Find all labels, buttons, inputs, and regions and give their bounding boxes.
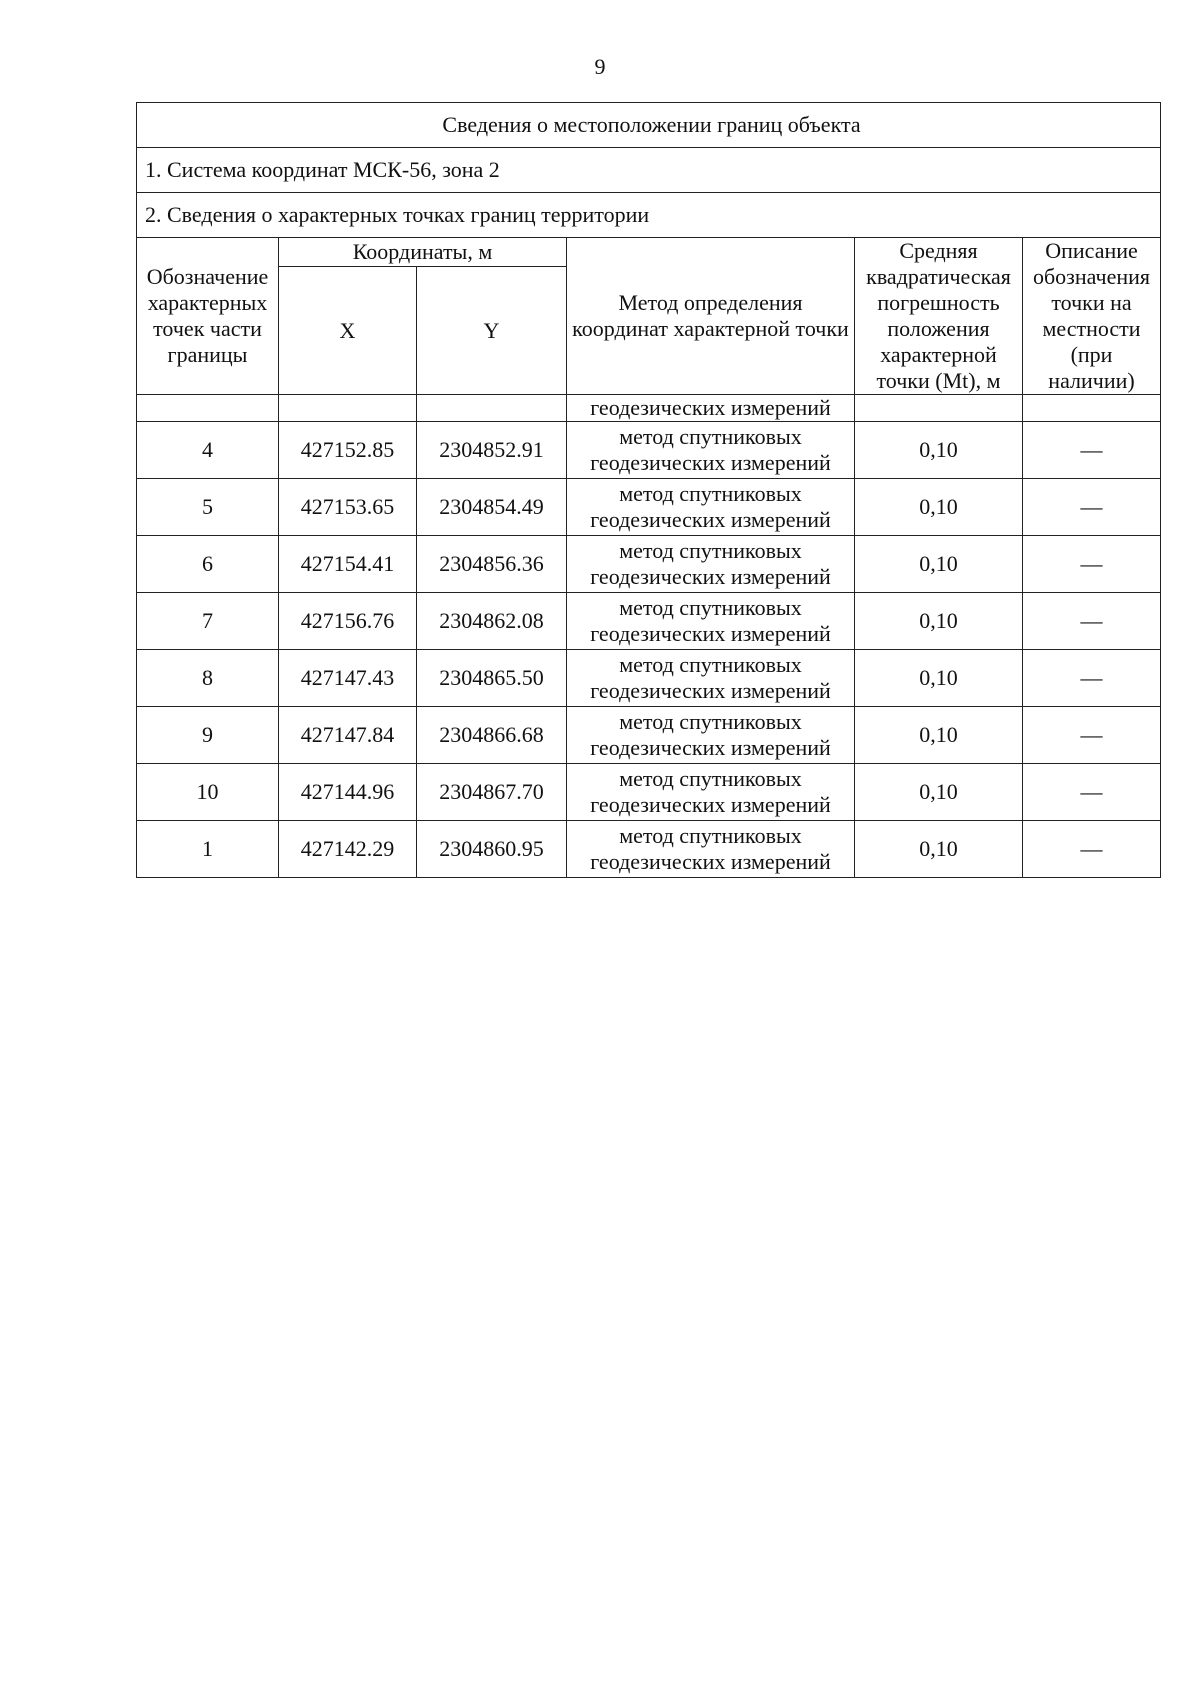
header-method: Метод определения координат характерной точки (567, 238, 855, 395)
table-row (137, 764, 1161, 821)
cell-description: — (1023, 479, 1161, 536)
cell-x: 427153.65 (279, 479, 417, 536)
cell-error: 0,10 (855, 650, 1023, 707)
cell-y: 2304866.68 (417, 707, 567, 764)
table-row (137, 536, 1161, 593)
cell-y: 2304854.49 (417, 479, 567, 536)
cell-error: 0,10 (855, 479, 1023, 536)
cell-point: 4 (137, 422, 279, 479)
cell-error: 0,10 (855, 536, 1023, 593)
table-title: Сведения о местоположении границ объекта (137, 103, 1161, 148)
cell-y: 2304865.50 (417, 650, 567, 707)
cell-point: 10 (137, 764, 279, 821)
cell-x: 427144.96 (279, 764, 417, 821)
cell-y: 2304856.36 (417, 536, 567, 593)
header-coordinates: Координаты, м (279, 238, 567, 267)
cell-y: 2304852.91 (417, 422, 567, 479)
continuation-row (137, 395, 1161, 422)
cell-point: 8 (137, 650, 279, 707)
header-y: Y (417, 267, 567, 395)
continuation-method: геодезических измерений (567, 395, 855, 422)
table-row (137, 422, 1161, 479)
cell-error: 0,10 (855, 593, 1023, 650)
header-description: Описание обозначения точки на местности (при наличии) (1023, 238, 1161, 395)
cell-method: метод спутниковых геодезических измерений (567, 650, 855, 707)
coordinate-system: 1. Система координат МСК-56, зона 2 (137, 148, 1161, 193)
header-point: Обозначение характерных точек части границы (137, 238, 279, 395)
cell-x: 427154.41 (279, 536, 417, 593)
cell-description: — (1023, 707, 1161, 764)
cell-description: — (1023, 593, 1161, 650)
boundary-points-table (136, 102, 1161, 878)
cell-method: метод спутниковых геодезических измерений (567, 593, 855, 650)
table-row (137, 479, 1161, 536)
header-x: X (279, 267, 417, 395)
cell-point: 9 (137, 707, 279, 764)
cell-x: 427152.85 (279, 422, 417, 479)
table-row (137, 650, 1161, 707)
cell-error: 0,10 (855, 764, 1023, 821)
cell-description: — (1023, 821, 1161, 878)
cell-y: 2304860.95 (417, 821, 567, 878)
cell-description: — (1023, 422, 1161, 479)
table-row (137, 593, 1161, 650)
cell-x: 427156.76 (279, 593, 417, 650)
cell-x: 427147.84 (279, 707, 417, 764)
section-heading: 2. Сведения о характерных точках границ территории (137, 193, 1161, 238)
cell-point: 1 (137, 821, 279, 878)
cell-error: 0,10 (855, 422, 1023, 479)
cell-method: метод спутниковых геодезических измерений (567, 821, 855, 878)
cell-error: 0,10 (855, 707, 1023, 764)
cell-method: метод спутниковых геодезических измерений (567, 707, 855, 764)
cell-description: — (1023, 650, 1161, 707)
cell-y: 2304862.08 (417, 593, 567, 650)
cell-x: 427142.29 (279, 821, 417, 878)
cell-y: 2304867.70 (417, 764, 567, 821)
cell-method: метод спутниковых геодезических измерений (567, 536, 855, 593)
cell-method: метод спутниковых геодезических измерений (567, 479, 855, 536)
cell-method: метод спутниковых геодезических измерений (567, 422, 855, 479)
cell-description: — (1023, 764, 1161, 821)
cell-method: метод спутниковых геодезических измерений (567, 764, 855, 821)
cell-description: — (1023, 536, 1161, 593)
header-error: Средняя квадратическая погрешность положения характерной точки (Mt), м (855, 238, 1023, 395)
cell-x: 427147.43 (279, 650, 417, 707)
table-row (137, 821, 1161, 878)
cell-point: 5 (137, 479, 279, 536)
cell-point: 7 (137, 593, 279, 650)
cell-point: 6 (137, 536, 279, 593)
table-row (137, 707, 1161, 764)
cell-error: 0,10 (855, 821, 1023, 878)
page-number: 9 (594, 54, 606, 79)
